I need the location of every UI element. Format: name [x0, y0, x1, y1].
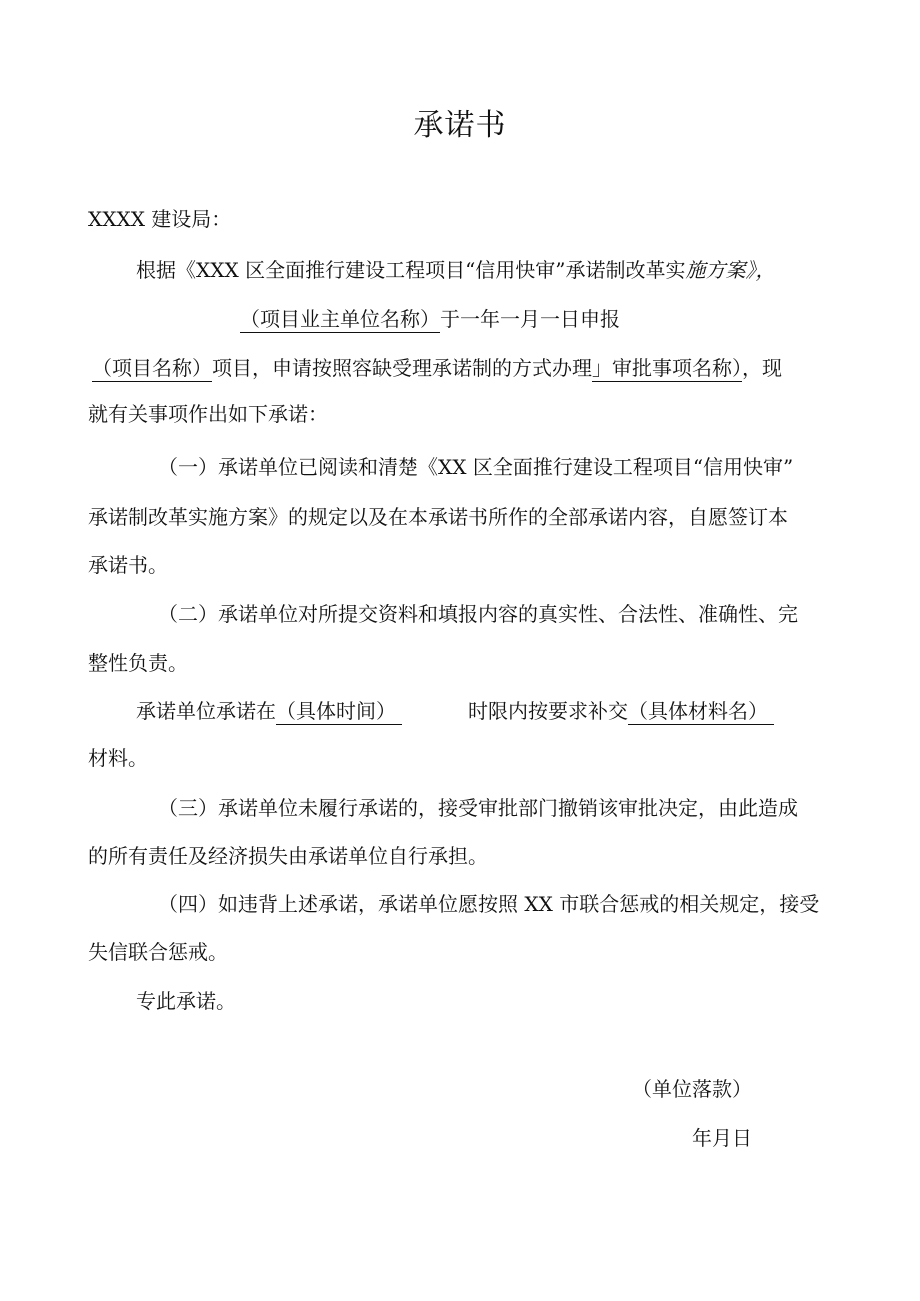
supplement-prefix: 承诺单位承诺在 — [136, 699, 276, 723]
intro-line-3 — [92, 354, 782, 382]
material-field-text: （具体材料名） — [628, 699, 768, 723]
intro-line-4: 就有关事项作出如下承诺： — [88, 402, 328, 426]
signature-placeholder: （单位落款） — [632, 1077, 752, 1101]
clause-2-line-2: 整性负责。 — [88, 651, 188, 675]
document-title: 承诺书 — [413, 108, 507, 143]
project-name-field: （项目名称） — [92, 356, 212, 380]
supplement-line-2: 材料。 — [88, 746, 148, 770]
clause-1-line-1: （一）承诺单位已阅读和清楚《XX 区全面推行建设工程项目“信用快审” — [158, 455, 794, 479]
intro-line-1 — [136, 256, 776, 284]
owner-name-field: （项目业主单位名称） — [240, 307, 440, 331]
time-field-text: （具体时间） — [276, 699, 396, 723]
approval-item-field: 」审批事项名称） — [592, 356, 742, 380]
clause-3-line-2: 的所有责任及经济损失由承诺单位自行承担。 — [88, 844, 488, 868]
clause-2-line-1: （二）承诺单位对所提交资料和填报内容的真实性、合法性、准确性、完 — [158, 602, 798, 626]
closing-statement: 专此承诺。 — [136, 989, 236, 1013]
date-placeholder: 年月日 — [692, 1126, 752, 1150]
intro-text-1-italic: 施方案》， — [685, 258, 776, 282]
intro-text-3-end: ，现 — [742, 356, 782, 380]
clause-1-line-3: 承诺书。 — [88, 553, 168, 577]
clause-3-line-1: （三）承诺单位未履行承诺的，接受审批部门撤销该审批决定，由此造成 — [158, 796, 798, 820]
addressee: XXXX 建设局： — [88, 207, 232, 231]
supplement-line-1 — [136, 697, 774, 725]
material-field — [628, 699, 774, 725]
supplement-mid: 时限内按要求补交 — [468, 699, 628, 723]
intro-text-3: 项目，申请按照容缺受理承诺制的方式办理 — [212, 356, 592, 380]
clause-4-line-2: 失信联合惩戒。 — [88, 940, 228, 964]
clause-1-line-2: 承诺制改革实施方案》的规定以及在本承诺书所作的全部承诺内容，自愿签订本 — [88, 505, 788, 529]
intro-text-1: 根据《XXX 区全面推行建设工程项目“信用快审”承诺制改革实 — [136, 258, 686, 282]
intro-line-2 — [240, 305, 620, 333]
time-field — [276, 699, 402, 725]
clause-4-line-1: （四）如违背上述承诺，承诺单位愿按照 XX 市联合惩戒的相关规定，接受 — [158, 892, 820, 916]
intro-text-2: 于一年一月一日申报 — [440, 307, 620, 331]
